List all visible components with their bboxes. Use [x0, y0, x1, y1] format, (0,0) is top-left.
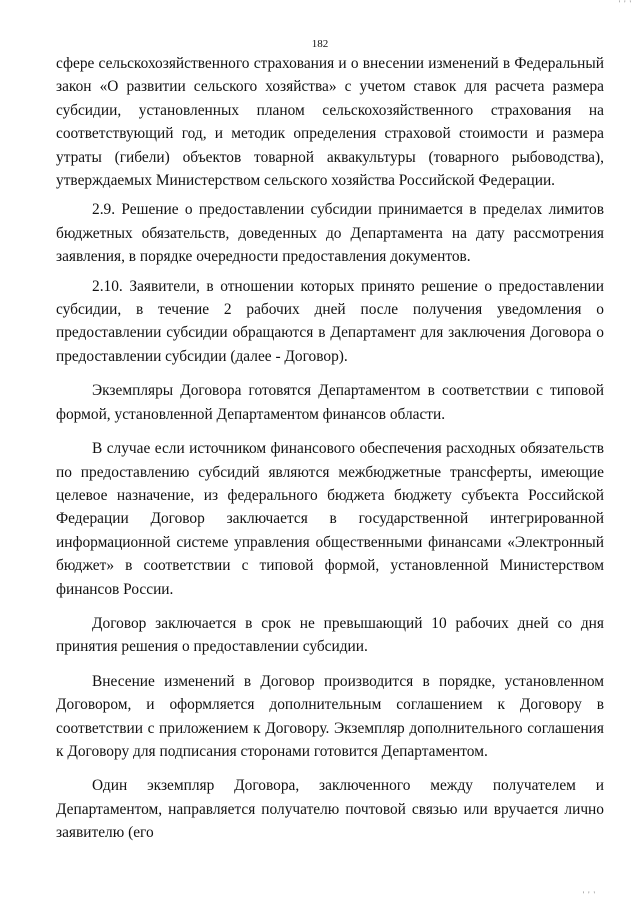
scan-mark-top: ' ' ' [618, 0, 632, 8]
paragraph-electronic-budget: В случае если источником финансового обеспечения расходных обязательств по предоставлению субсидий являются межбюджетные трансферты, имеющие целевое назначение, из федерального бюджета бюджету субъекта Российской Федерации Договор заключается в государственной интегрированной информационной системе управления общественными финансами «Электронный бюджет» в соответствии с типовой формой, установленной Министерством финансов России. [56, 440, 604, 598]
page-number: 182 [311, 38, 329, 50]
document-body [56, 52, 604, 851]
paragraph-contract-copies: Экземпляры Договора готовятся Департаментом в соответствии с типовой формой, установленной Департаментом финансов области. [56, 382, 604, 423]
paragraph-2-10: 2.10. Заявители, в отношении которых принято решение о предоставлении субсидии, в течение 2 рабочих дней после получения уведомления о предоставлении субсидии обращаются в Департамент для заключения Договора о предоставлении субсидии (далее - Договор). [56, 277, 604, 365]
paragraph-contract-delivery: Один экземпляр Договора, заключенного между получателем и Департаментом, направляется получателю почтовой связью или вручается лично заявителю (его [56, 777, 604, 842]
paragraph-contract-amendments: Внесение изменений в Договор производится в порядке, установленном Договором, и оформляется дополнительным соглашением к Договору в соответствии с приложением к Договору. Экземпляр дополнительного соглашения к Договору для подписания сторонами готовится Департаментом. [56, 672, 604, 760]
scan-mark-bottom: ' ' ' [582, 890, 596, 899]
paragraph-2-9: 2.9. Решение о предоставлении субсидии принимается в пределах лимитов бюджетных обязательств, доведенных до Департамента на дату рассмотрения заявления, в порядке очередности предоставления документов. [56, 201, 604, 266]
paragraph-contract-deadline: Договор заключается в срок не превышающий 10 рабочих дней со дня принятия решения о предоставлении субсидии. [56, 614, 604, 656]
paragraph-continuation: сфере сельскохозяйственного страхования и о внесении изменений в Федеральный закон «О развитии сельского хозяйства» с учетом ставок для расчета размера субсидии, установленных планом сельскохозяйственного страхования на соответствующий год, и методик определения страховой стоимости и размера утраты (гибели) объектов товарной аквакультуры (товарного рыбоводства), утверждаемых Министерством сельского хозяйства Российской Федерации. [56, 55, 604, 190]
